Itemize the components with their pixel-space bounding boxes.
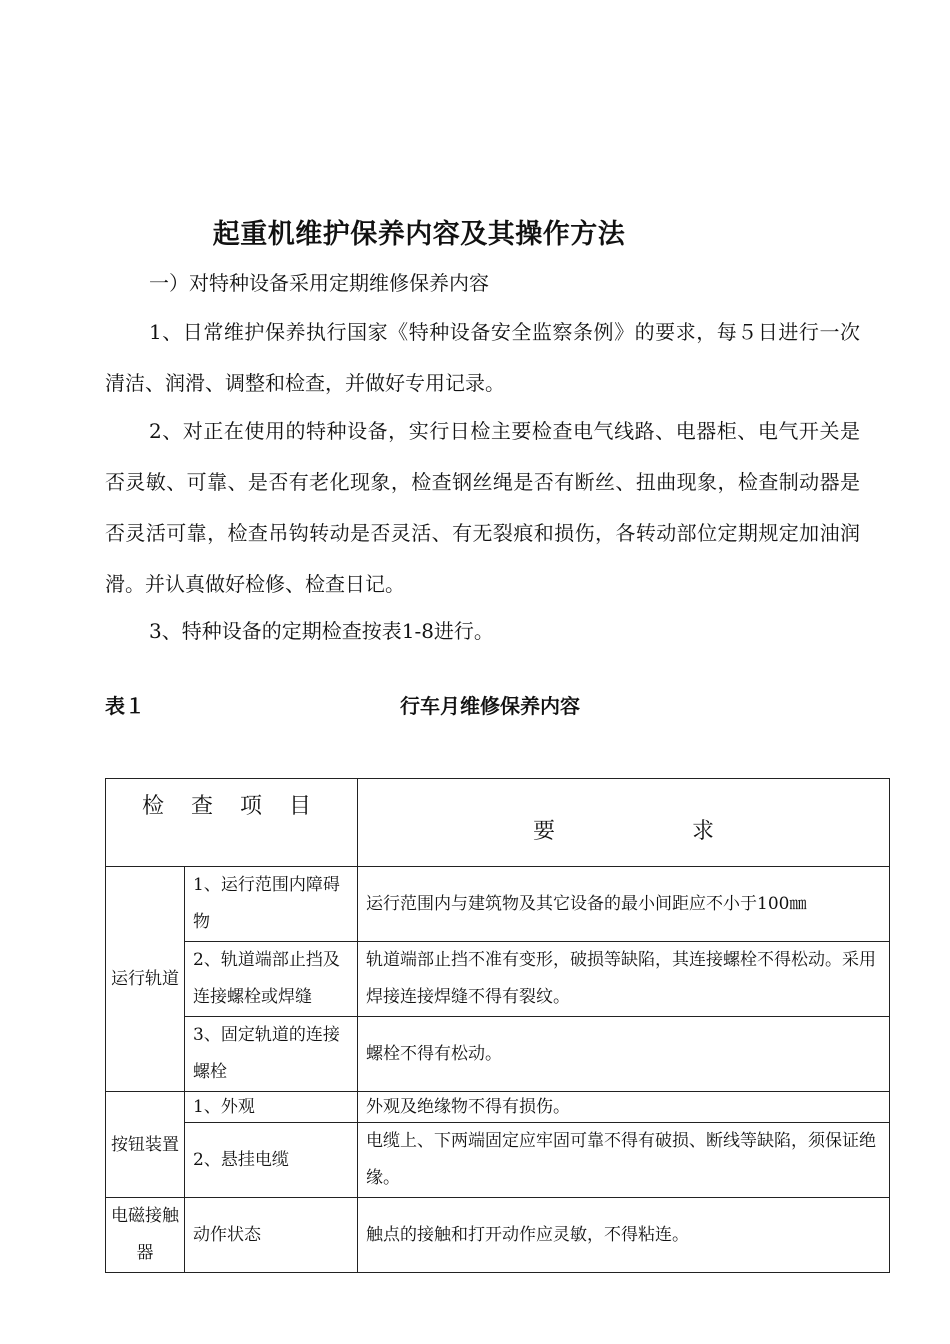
item-cell: 动作状态 <box>185 1198 358 1273</box>
requirement-cell: 运行范围内与建筑物及其它设备的最小间距应不小于100㎜ <box>358 867 890 942</box>
section-heading: 一）对特种设备采用定期维修保养内容 <box>149 271 489 295</box>
paragraph-3: 3、特种设备的定期检查按表1-8进行。 <box>149 619 494 643</box>
requirement-cell: 轨道端部止挡不准有变形，破损等缺陷，其连接螺栓不得松动。采用焊接连接焊缝不得有裂纹。 <box>358 942 890 1017</box>
paragraph-1: 1、日常维护保养执行国家《特种设备安全监察条例》的要求，每５日进行一次清洁、润滑、调整和检查，并做好专用记录。 <box>105 320 860 395</box>
requirement-cell: 电缆上、下两端固定应牢固可靠不得有破损、断线等缺陷，须保证绝缘。 <box>358 1123 890 1198</box>
table-row <box>106 867 890 942</box>
group-label: 电磁接触器 <box>106 1198 185 1273</box>
maintenance-table <box>105 778 890 1273</box>
table-caption-title: 行车月维修保养内容 <box>400 694 580 718</box>
paragraph-2: 2、对正在使用的特种设备，实行日检主要检查电气线路、电器柜、电气开关是否灵敏、可靠、是否有老化现象，检查钢丝绳是否有断丝、扭曲现象，检查制动器是否灵活可靠，检查吊钩转动是否灵活、有无裂痕和损伤，各转动部位定期规定加油润滑。并认真做好检修、检查日记。 <box>105 419 860 596</box>
table-caption-number: 表１ <box>105 694 145 718</box>
header-requirement: 要 求 <box>358 779 890 867</box>
group-label: 运行轨道 <box>106 867 185 1092</box>
table-row <box>106 1017 890 1092</box>
item-cell: 2、悬挂电缆 <box>185 1123 358 1198</box>
item-cell: 2、轨道端部止挡及连接螺栓或焊缝 <box>185 942 358 1017</box>
item-cell: 1、运行范围内障碍物 <box>185 867 358 942</box>
table-row <box>106 1198 890 1273</box>
table-row <box>106 942 890 1017</box>
requirement-cell: 螺栓不得有松动。 <box>358 1017 890 1092</box>
group-label: 按钮装置 <box>106 1092 185 1198</box>
table-row <box>106 1092 890 1123</box>
requirement-cell: 触点的接触和打开动作应灵敏，不得粘连。 <box>358 1198 890 1273</box>
header-inspection-item: 检 查 项 目 <box>106 779 358 867</box>
item-cell: 1、外观 <box>185 1092 358 1123</box>
table-row <box>106 1123 890 1198</box>
item-cell: 3、固定轨道的连接螺栓 <box>185 1017 358 1092</box>
page-title: 起重机维护保养内容及其操作方法 <box>212 219 626 250</box>
table-header-row <box>106 779 890 867</box>
requirement-cell: 外观及绝缘物不得有损伤。 <box>358 1092 890 1123</box>
